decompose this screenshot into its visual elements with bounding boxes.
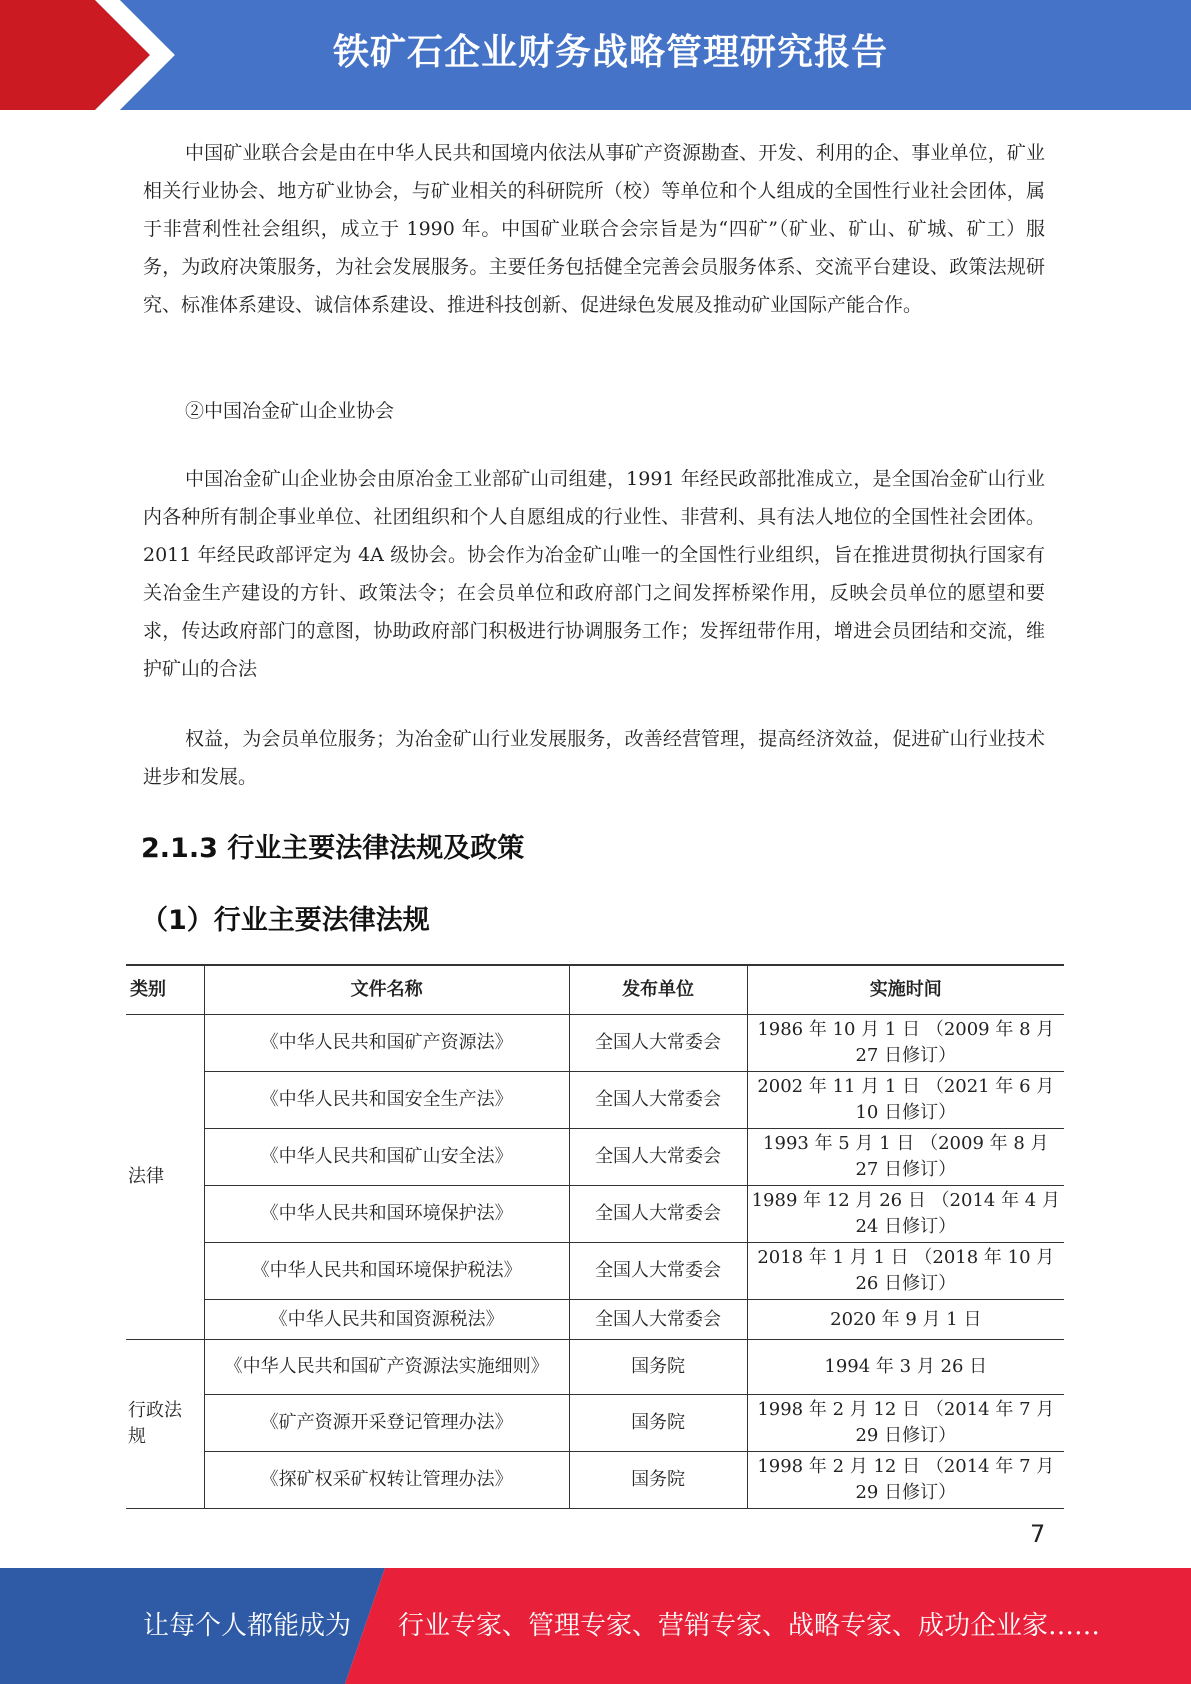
date-cell: 2020 年 9 月 1 日 (747, 1300, 1064, 1340)
body-paragraph: 中国冶金矿山企业协会由原冶金工业部矿山司组建，1991 年经民政部批准成立，是全国冶金矿山行业内各种所有制企事业单位、社团组织和个人自愿组成的行业性、非营利、具有法人地位的全国性社会团体。2011 年经民政部评定为 4A 级协会。协会作为冶金矿山唯一的全国性行业组织，旨在推进贯彻执行国家有关冶金生产建设的方针、政策法令；在会员单位和政府部门之间发挥桥梁作用，反映会员单位的愿望和要求，传达政府部门的意图，协助政府部门积极进行协调服务工作；发挥纽带作用，增进会员团结和交流，维护矿山的合法 (143, 468, 1045, 680)
issuer-cell: 全国人大常委会 (569, 1015, 747, 1072)
issuer-cell: 全国人大常委会 (569, 1300, 747, 1340)
issuer-cell: 全国人大常委会 (569, 1129, 747, 1186)
date-cell: 1994 年 3 月 26 日 (747, 1340, 1064, 1395)
header-document-name: 文件名称 (204, 965, 569, 1015)
document-name-cell: 《探矿权采矿权转让管理办法》 (204, 1452, 569, 1509)
issuer-cell: 国务院 (569, 1452, 747, 1509)
document-name-cell: 《中华人民共和国矿产资源法实施细则》 (204, 1340, 569, 1395)
page-header (0, 0, 1191, 110)
date-cell: 2002 年 11 月 1 日 （2021 年 6 月 10 日修订） (747, 1072, 1064, 1129)
issuer-cell: 全国人大常委会 (569, 1072, 747, 1129)
category-cell: 法律 (126, 1015, 204, 1340)
document-name-cell: 《中华人民共和国矿产资源法》 (204, 1015, 569, 1072)
table-row (126, 1072, 1064, 1129)
page-number: 7 (1030, 1520, 1046, 1548)
sub-item-title: ②中国冶金矿山企业协会 (185, 400, 395, 422)
section-heading: 2.1.3 行业主要法律法规及政策 (141, 833, 525, 864)
document-name-cell: 《中华人民共和国环境保护税法》 (204, 1243, 569, 1300)
document-name-cell: 《矿产资源开采登记管理办法》 (204, 1395, 569, 1452)
paragraph-continuation (143, 720, 1045, 796)
header-issuer: 发布单位 (569, 965, 747, 1015)
header-category: 类别 (126, 965, 204, 1015)
issuer-cell: 全国人大常委会 (569, 1186, 747, 1243)
table-row (126, 1243, 1064, 1300)
footer-slogan-left: 让每个人都能成为 (143, 1611, 352, 1641)
document-name-cell: 《中华人民共和国资源税法》 (204, 1300, 569, 1340)
date-cell: 1998 年 2 月 12 日 （2014 年 7 月 29 日修订） (747, 1452, 1064, 1509)
table-row (126, 1395, 1064, 1452)
date-cell: 1986 年 10 月 1 日 （2009 年 8 月 27 日修订） (747, 1015, 1064, 1072)
issuer-cell: 国务院 (569, 1395, 747, 1452)
paragraph-metallurgical-association (143, 460, 1045, 688)
date-cell: 1989 年 12 月 26 日 （2014 年 4 月 24 日修订） (747, 1186, 1064, 1243)
category-cell: 行政法规 (126, 1340, 204, 1509)
subsection-label (143, 392, 1045, 430)
document-name-cell: 《中华人民共和国矿山安全法》 (204, 1129, 569, 1186)
issuer-cell: 国务院 (569, 1340, 747, 1395)
table-row (126, 1129, 1064, 1186)
body-paragraph: 中国矿业联合会是由在中华人民共和国境内依法从事矿产资源勘查、开发、利用的企、事业单位，矿业相关行业协会、地方矿业协会，与矿业相关的科研院所（校）等单位和个人组成的全国性行业社会团体，属于非营利性社会组织，成立于 1990 年。中国矿业联合会宗旨是为“四矿”（矿业、矿山、矿城、矿工）服务，为政府决策服务，为社会发展服务。主要任务包括健全完善会员服务体系、交流平台建设、政策法规研究、标准体系建设、诚信体系建设、推进科技创新、促进绿色发展及推动矿业国际产能合作。 (143, 142, 1045, 316)
table-row (126, 1186, 1064, 1243)
date-cell: 2018 年 1 月 1 日 （2018 年 10 月 26 日修订） (747, 1243, 1064, 1300)
table-row (126, 1340, 1064, 1395)
header-effective-date: 实施时间 (747, 965, 1064, 1015)
paragraph-mining-federation (143, 134, 1045, 324)
footer-slogan-right: 行业专家、管理专家、营销专家、战略专家、成功企业家…… (398, 1611, 1101, 1641)
table-row (126, 1015, 1064, 1072)
issuer-cell: 全国人大常委会 (569, 1243, 747, 1300)
date-cell: 1998 年 2 月 12 日 （2014 年 7 月 29 日修订） (747, 1395, 1064, 1452)
date-cell: 1993 年 5 月 1 日 （2009 年 8 月 27 日修订） (747, 1129, 1064, 1186)
document-name-cell: 《中华人民共和国环境保护法》 (204, 1186, 569, 1243)
document-name-cell: 《中华人民共和国安全生产法》 (204, 1072, 569, 1129)
body-paragraph: 权益，为会员单位服务；为冶金矿山行业发展服务，改善经营管理，提高经济效益，促进矿山行业技术进步和发展。 (143, 728, 1045, 788)
laws-table (126, 964, 1064, 1509)
table-row (126, 1300, 1064, 1340)
table-row (126, 1452, 1064, 1509)
report-title: 铁矿石企业财务战略管理研究报告 (332, 32, 888, 73)
table-header-row (126, 965, 1064, 1015)
page-footer (0, 1568, 1191, 1684)
subsection-heading: （1）行业主要法律法规 (141, 905, 430, 936)
